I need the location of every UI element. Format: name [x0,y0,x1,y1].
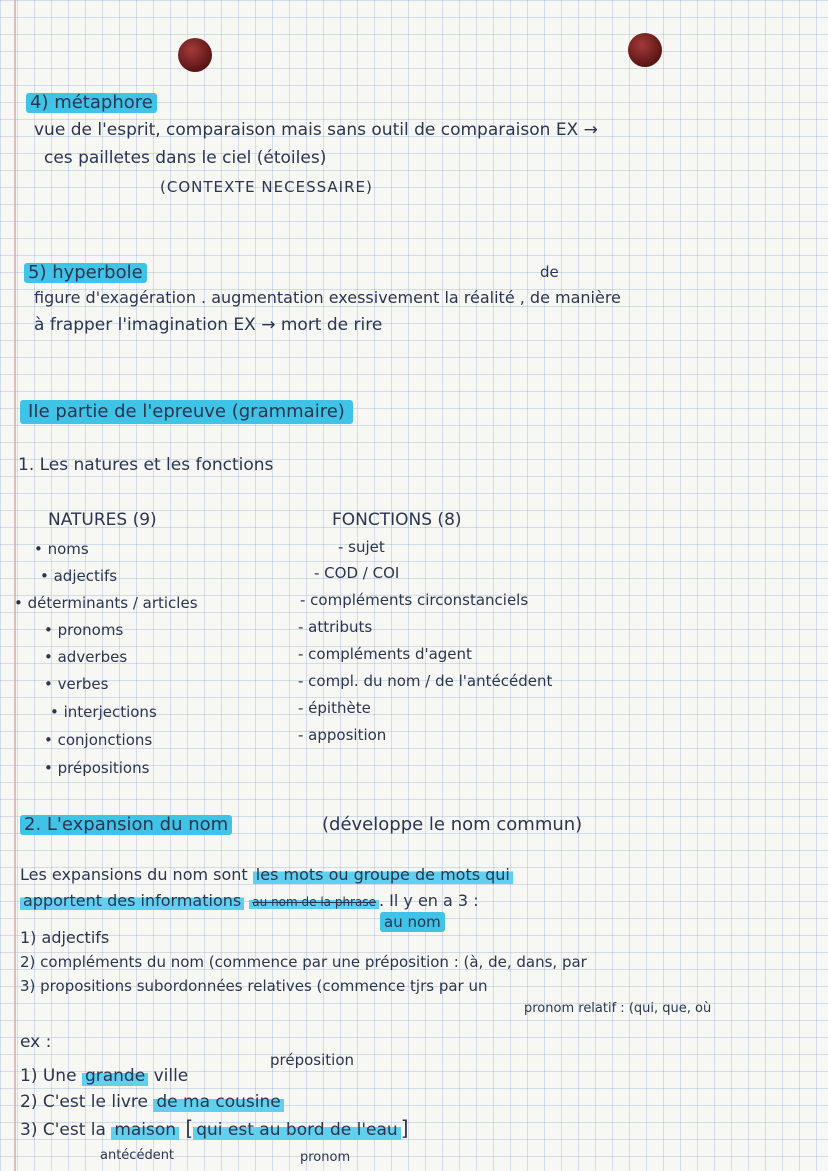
hyperbole-line1: figure d'exagération . augmentation exessivement la réalité , de manière [34,288,621,307]
expansion-line1 [20,865,513,885]
fonction-item: - apposition [298,726,387,744]
metaphore-line1: vue de l'esprit, comparaison mais sans outil de comparaison EX → [34,120,598,140]
ex-label: ex : [20,1032,52,1052]
expansion-line2b: au nom de la phrase [249,895,379,909]
fonction-item: - attributs [298,618,373,636]
ex3a: 3) C'est la [20,1120,112,1140]
expansion-title: 2. L'expansion du nom [20,815,232,835]
ex1a: 1) Une [20,1066,82,1086]
nature-item: • verbes [44,675,109,693]
hyperbole-line2: à frapper l'imagination EX → mort de rire [34,315,383,335]
natures-header: NATURES (9) [48,510,157,530]
expansion-insert: au nom [380,912,445,932]
nature-item: • adverbes [44,648,128,666]
expansion-line1a: Les expansions du nom sont [20,865,253,884]
expansion-line2c: . Il y en a 3 : [378,891,479,910]
ex1 [20,1066,188,1086]
ex2b: de ma cousine [153,1092,283,1112]
metaphore-line3: (CONTEXTE NECESSAIRE) [160,178,373,196]
nature-item: • conjonctions [44,731,153,749]
fonctions-header: FONCTIONS (8) [332,510,462,530]
fonction-item: - épithète [298,699,371,717]
expansion-item: 1) adjectifs [20,928,110,947]
fonction-item: - COD / COI [314,564,400,582]
ex3: 3) C'est la maison [ qui est au bord de l'eau ] [20,1116,409,1140]
expansion-line2 [20,891,479,912]
ex2 [20,1092,284,1112]
metaphore-title: 4) métaphore [26,93,157,113]
nature-item: • adjectifs [40,567,118,585]
ex1c: ville [148,1066,189,1086]
fonction-item: - sujet [338,538,385,556]
nature-item: • pronoms [44,621,124,639]
ex3b: maison [111,1120,179,1140]
expansion-item3-cont: pronom relatif : (qui, que, où [524,1001,712,1016]
hyperbole-title: 5) hyperbole [24,263,147,283]
margin-line [14,0,16,1171]
binder-hole-right [628,33,662,67]
hyperbole-insert: de [540,263,559,281]
nature-item: • prépositions [44,759,150,777]
fonction-item: - compléments circonstanciels [300,591,529,609]
expansion-line1b: les mots ou groupe de mots qui [253,865,513,884]
ex1b: grande [82,1066,148,1086]
natures-fonctions-title: 1. Les natures et les fonctions [18,455,274,475]
part2-title: IIe partie de l'epreuve (grammaire) [20,400,353,424]
fonction-item: - compl. du nom / de l'antécédent [298,672,553,690]
binder-hole-left [178,38,212,72]
expansion-line2a: apportent des informations [20,891,244,910]
nature-item: • interjections [50,703,157,721]
ex1-note: préposition [270,1051,355,1069]
ex3-note-pronom: pronom [300,1150,351,1165]
expansion-item: 2) compléments du nom (commence par une préposition : (à, de, dans, par [20,953,587,971]
ex2a: 2) C'est le livre [20,1092,154,1112]
ex3-note-antecedent: antécédent [100,1148,175,1163]
ex3c: qui est au bord de l'eau [193,1120,400,1140]
nature-item: • déterminants / articles [14,594,198,612]
expansion-item: 3) propositions subordonnées relatives (commence tjrs par un [20,977,488,995]
nature-item: • noms [34,540,89,558]
fonction-item: - compléments d'agent [298,645,472,663]
expansion-subtitle: (développe le nom commun) [322,814,583,835]
metaphore-line2: ces pailletes dans le ciel (étoiles) [44,148,327,168]
